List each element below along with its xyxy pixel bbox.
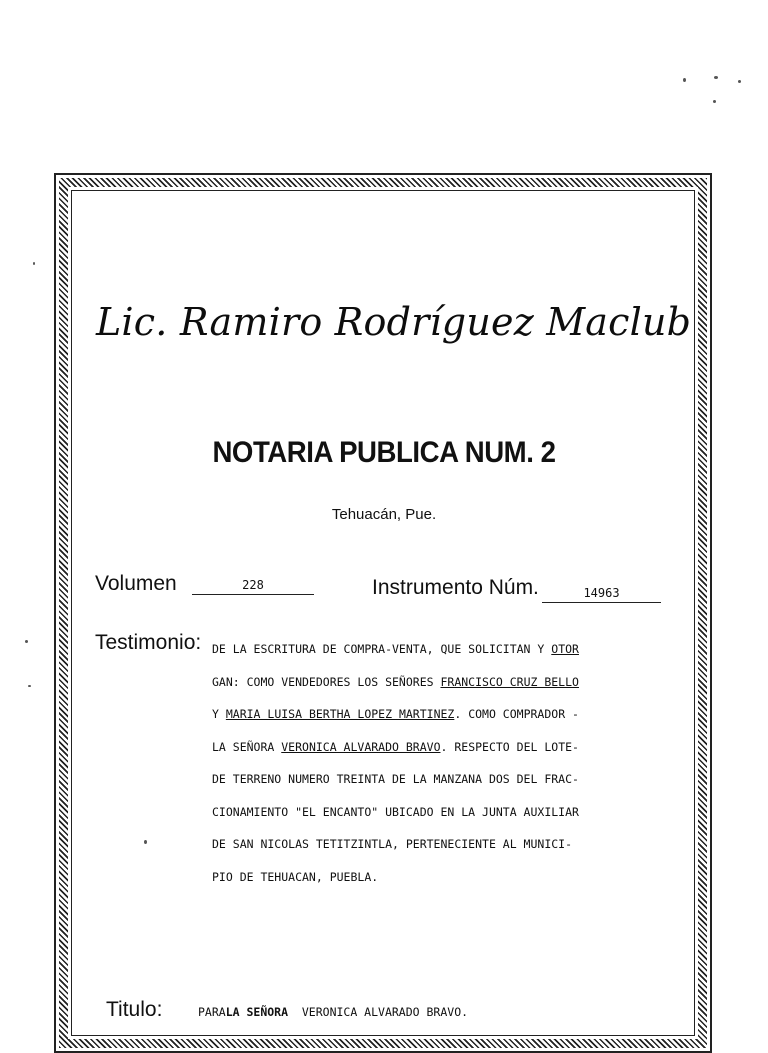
title-name: VERONICA ALVARADO BRAVO. [301, 1005, 469, 1019]
testimony-line: Y MARIA LUISA BERTHA LOPEZ MARTINEZ. COMO COMPRADOR - [212, 707, 579, 721]
title-recipient: LA SEÑORA [225, 1005, 289, 1019]
scan-speck [714, 76, 718, 79]
testimony-line: DE TERRENO NUMERO TREINTA DE LA MANZANA DOS DEL FRAC- [212, 772, 579, 786]
underlined-phrase: VERONICA ALVARADO BRAVO [281, 739, 441, 754]
testimony-line: CIONAMIENTO "EL ENCANTO" UBICADO EN LA JUNTA AUXILIAR [212, 804, 579, 819]
testimony-label: Testimonio: [95, 631, 202, 654]
scan-speck [738, 80, 741, 83]
notary-name: Lic. Ramiro Rodríguez Maclub [96, 300, 692, 344]
title-text [198, 1005, 468, 1019]
instrument-value: 14963 [542, 586, 661, 603]
testimony-line: PIO DE TEHUACAN, PUEBLA. [212, 869, 379, 884]
scan-speck [28, 685, 31, 687]
scan-speck [713, 100, 716, 103]
testimony-line: LA SEÑORA VERONICA ALVARADO BRAVO. RESPECTO DEL LOTE- [212, 739, 579, 754]
volume-label: Volumen [95, 572, 177, 595]
testimony-text [212, 633, 672, 893]
testimony-line: DE LA ESCRITURA DE COMPRA-VENTA, QUE SOLICITAN Y OTOR [212, 642, 579, 656]
underlined-phrase: OTOR [551, 642, 579, 656]
testimony-line: DE SAN NICOLAS TETITZINTLA, PERTENECIENTE AL MUNICI- [212, 837, 573, 851]
instrument-label: Instrumento Núm. [372, 576, 539, 599]
scan-speck [25, 640, 28, 643]
volume-value: 228 [192, 578, 314, 595]
scan-speck [683, 78, 686, 82]
underlined-phrase: MARIA LUISA BERTHA LOPEZ MARTINEZ [225, 707, 455, 721]
title-prefix: PARA [198, 1005, 226, 1019]
scan-speck [33, 262, 35, 265]
underlined-phrase: FRANCISCO CRUZ BELLO [440, 674, 579, 689]
notary-office-title: NOTARIA PUBLICA NUM. 2 [212, 436, 556, 469]
title-label: Titulo: [106, 998, 163, 1021]
testimony-line: GAN: COMO VENDEDORES LOS SEÑORES FRANCISCO CRUZ BELLO [212, 674, 579, 689]
notary-city: Tehuacán, Pue. [331, 506, 437, 523]
